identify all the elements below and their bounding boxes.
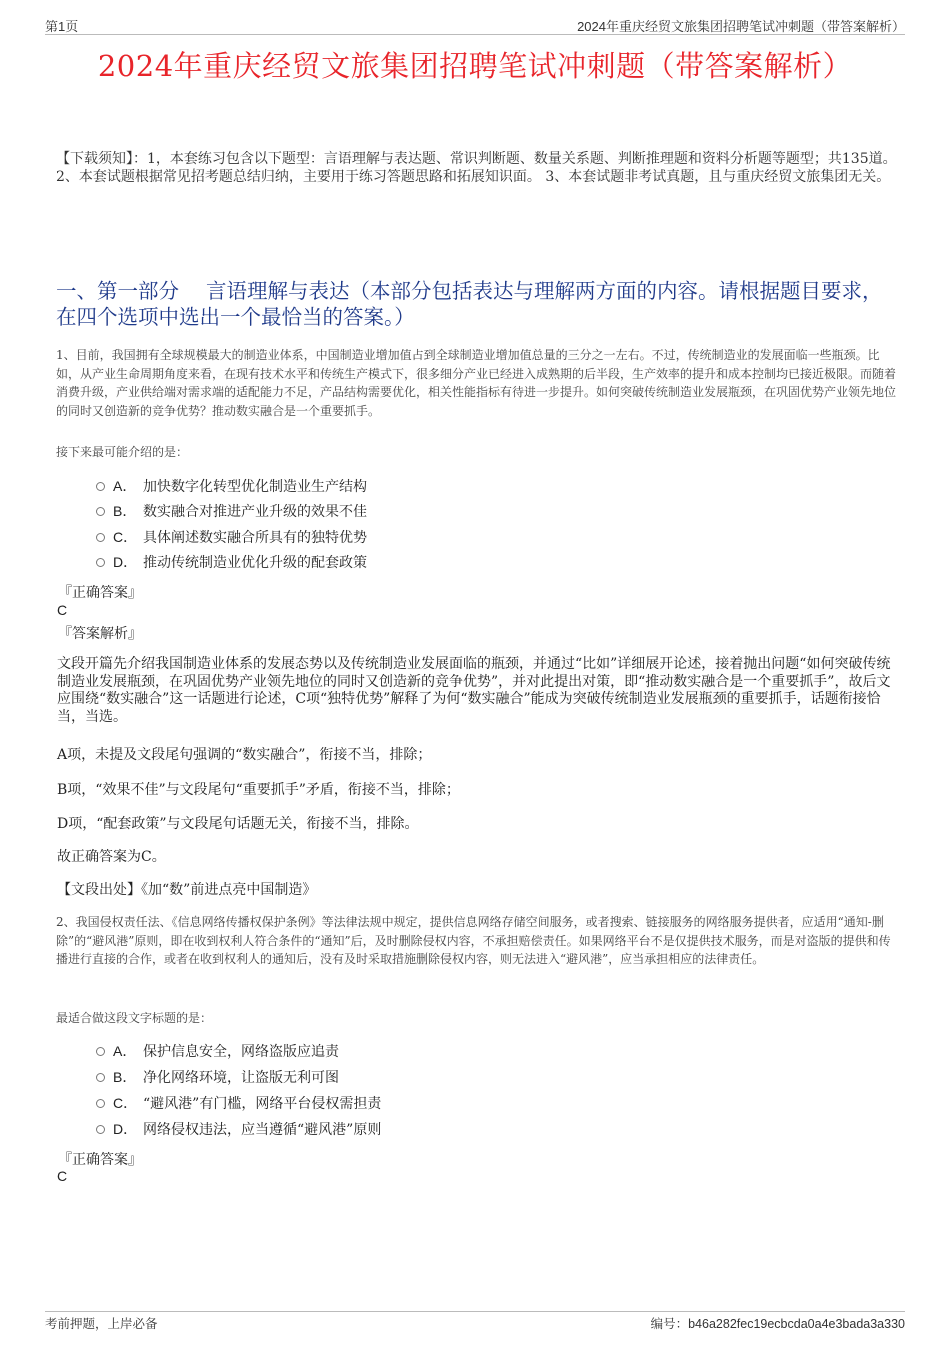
option-letter: D． bbox=[113, 1121, 138, 1137]
option-text: 具体阐述数实融合所具有的独特优势 bbox=[143, 530, 367, 546]
section-title: 一、第一部分 言语理解与表达（本部分包括表达与理解两方面的内容。请根据题目要求，在四个选项中选出一个最恰当的答案。） bbox=[56, 279, 883, 329]
option-text: 推动传统制造业优化升级的配套政策 bbox=[143, 555, 367, 571]
q1-answer-label: 『正确答案』 bbox=[58, 585, 142, 601]
q1-analysis-b: B项，“效果不佳”与文段尾句“重要抓手”矛盾，衔接不当，排除； bbox=[57, 782, 460, 798]
option-text: 加快数字化转型优化制造业生产结构 bbox=[143, 479, 367, 495]
question-2-prompt: 最适合做这段文字标题的是： bbox=[56, 1011, 213, 1025]
header-doc-title: 2024年重庆经贸文旅集团招聘笔试冲刺题（带答案解析） bbox=[577, 19, 905, 34]
radio-icon[interactable] bbox=[96, 1099, 105, 1108]
option-text: 数实融合对推进产业升级的效果不佳 bbox=[143, 504, 367, 520]
q2-option-b[interactable] bbox=[96, 1066, 339, 1088]
question-2-stem: 2、我国侵权责任法、《信息网络传播权保护条例》等法律法规中规定，提供信息网络存储空间服务，或者搜索、链接服务的网络服务提供者，应适用“通知-删除”的“避风港”原则，即在收到权利人符合条件的“通知”后，及时删除侵权内容，不承担赔偿责任。如果网络平台不是仅提供技术服务，而是对盗版的提供和传播进行直接的合作，或者在收到权利人的通知后，没有及时采取措施删除侵权内容，则无法进入“避风港”，应当承担相应的法律责任。 bbox=[56, 915, 891, 967]
option-text: 网络侵权违法，应当遵循“避风港”原则 bbox=[143, 1122, 382, 1138]
page-number: 第1页 bbox=[45, 19, 79, 34]
option-letter: A． bbox=[113, 478, 137, 494]
option-letter: A． bbox=[113, 1043, 137, 1059]
radio-icon[interactable] bbox=[96, 482, 105, 491]
option-text: 保护信息安全，网络盗版应追责 bbox=[143, 1044, 339, 1060]
footer-slogan: 考前押题，上岸必备 bbox=[45, 1316, 158, 1331]
q1-option-d[interactable] bbox=[96, 551, 367, 573]
q1-analysis: 文段开篇先介绍我国制造业体系的发展态势以及传统制造业发展面临的瓶颈，并通过“比如”详细展开论述，接着抛出问题“如何突破传统制造业发展瓶颈，在巩固优势产业领先地位的同时又创造新的竞争优势”，并对此提出对策，即“推动数实融合是一个重要抓手”，故后文应围绕“数实融合”这一话题进行论述，C项“独特优势”解释了为何“数实融合”能成为突破传统制造业发展瓶颈的重要抓手，话题衔接恰当，当选。 bbox=[57, 656, 891, 725]
footer-doc-id: 编号：b46a282fec19ecbcda0a4e3bada3a330 bbox=[650, 1317, 905, 1331]
q1-option-b[interactable] bbox=[96, 500, 367, 522]
option-letter: D． bbox=[113, 554, 138, 570]
radio-icon[interactable] bbox=[96, 507, 105, 516]
q1-option-a[interactable] bbox=[96, 475, 367, 497]
q1-source: 【文段出处】《加“数”前进点亮中国制造》 bbox=[57, 882, 317, 898]
q1-analysis-d: D项，“配套政策”与文段尾句话题无关，衔接不当，排除。 bbox=[57, 816, 419, 832]
option-letter: B． bbox=[113, 503, 137, 519]
question-1-stem: 1、目前，我国拥有全球规模最大的制造业体系，中国制造业增加值占到全球制造业增加值总量的三分之一左右。不过，传统制造业的发展面临一些瓶颈。比如，从产业生命周期角度来看，在现有技术水平和传统生产模式下，很多细分产业已经进入成熟期的后半段，生产效率的提升和成本控制均已接近极限。而随着消费升级，产业供给端对需求端的适配能力不足，产品结构需要优化，相关性能指标有待进一步提升。如何突破传统制造业发展瓶颈，在巩固优势产业领先地位的同时又创造新的竞争优势？推动数实融合是一个重要抓手。 bbox=[56, 348, 897, 418]
page-header bbox=[45, 14, 905, 35]
q1-conclusion: 故正确答案为C。 bbox=[57, 849, 166, 865]
download-notice: 【下载须知】：1，本套练习包含以下题型：言语理解与表达题、常识判断题、数量关系题、判断推理题和资料分析题等题型；共135道。 2、本套试题根据常见招考题总结归纳，主要用于练习答题思路和拓展知识面。 3、本套试题非考试真题，且与重庆经贸文旅集团无关。 bbox=[56, 151, 897, 185]
question-1-prompt: 接下来最可能介绍的是： bbox=[56, 445, 189, 459]
radio-icon[interactable] bbox=[96, 558, 105, 567]
option-text: 净化网络环境，让盗版无利可图 bbox=[143, 1070, 339, 1086]
q2-option-a[interactable] bbox=[96, 1040, 339, 1062]
document-title: 2024年重庆经贸文旅集团招聘笔试冲刺题（带答案解析） bbox=[97, 49, 853, 83]
q1-analysis-label: 『答案解析』 bbox=[58, 626, 142, 642]
option-letter: C． bbox=[113, 529, 138, 545]
radio-icon[interactable] bbox=[96, 1047, 105, 1056]
footer-divider bbox=[45, 1311, 905, 1312]
radio-icon[interactable] bbox=[96, 1125, 105, 1134]
option-letter: B． bbox=[113, 1069, 137, 1085]
q1-option-c[interactable] bbox=[96, 526, 367, 548]
radio-icon[interactable] bbox=[96, 1073, 105, 1082]
q1-analysis-a: A项，未提及文段尾句强调的“数实融合”，衔接不当，排除； bbox=[57, 747, 432, 763]
q2-answer: C bbox=[57, 1168, 68, 1184]
q1-answer: C bbox=[57, 602, 68, 618]
q2-answer-label: 『正确答案』 bbox=[58, 1152, 142, 1168]
radio-icon[interactable] bbox=[96, 533, 105, 542]
option-text: “避风港”有门槛，网络平台侵权需担责 bbox=[143, 1096, 382, 1112]
option-letter: C． bbox=[113, 1095, 138, 1111]
q2-option-d[interactable] bbox=[96, 1118, 381, 1140]
q2-option-c[interactable] bbox=[96, 1092, 381, 1114]
